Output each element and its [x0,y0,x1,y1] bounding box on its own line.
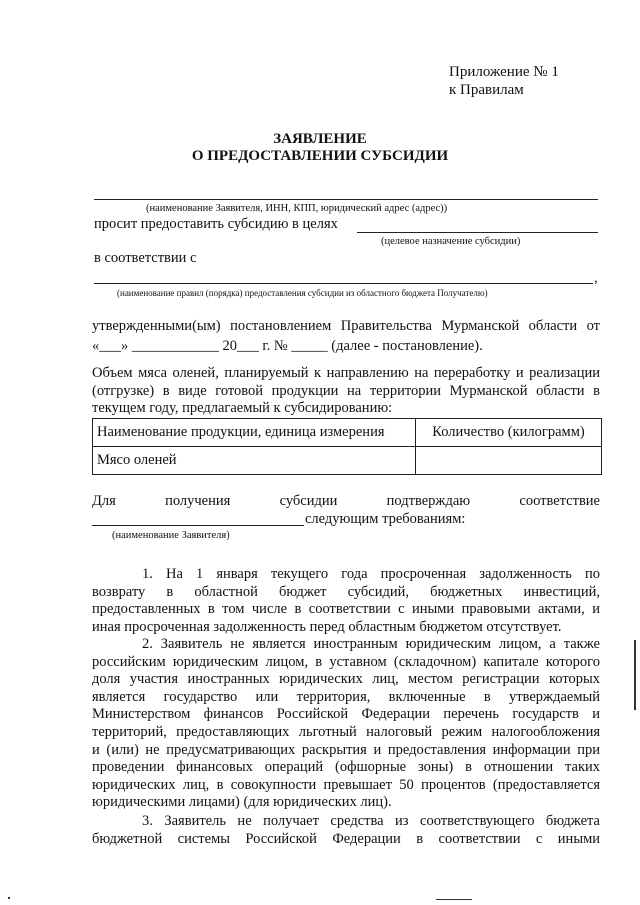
applicant-name-blank-line [92,525,304,526]
item1-line: иная просроченная задолженность перед областным бюджетом отсутствует. [92,618,562,635]
appendix-rules-ref: к Правилам [449,82,524,98]
item1-line: возврату в областной бюджет субсидий, бюджетных инвестиций, [92,583,600,600]
item2-line: 2. Заявитель не является иностранным юридическим лицом, а также [142,636,600,652]
item2-line: территорий, предоставляющих льготный налоговый режим налогообложения [92,723,600,740]
approved-paragraph [92,318,600,355]
volume-paragraph [92,365,600,418]
requirement-item-3 [92,813,600,848]
requirement-item-1 [92,566,600,636]
comma: , [594,270,598,286]
item2-line: Министерством финансов Российской Федерации перечень государств и [92,706,600,723]
item2-line: и (или) не предусматривающих раскрытия и предоставления информации при [92,741,600,758]
appendix-number: Приложение № 1 [449,64,559,80]
approved-line-1: утвержденными(ым) постановлением Правительства Мурманской области от [92,318,600,334]
table-cell: Мясо оленей [93,447,416,475]
accordance-text: в соответствии с [94,250,197,266]
item2-line: юридическими лицами) (для юридических лиц). [92,794,392,811]
request-text: просит предоставить субсидию в целях [94,216,338,232]
item1-line: предоставленных в том числе в соответствии с иными правовыми актами, и [92,601,600,618]
document-title: ЗАЯВЛЕНИЕ [273,131,367,147]
requirement-item-2 [92,636,600,812]
item3-line: бюджетной системы Российской Федерации в соответствии с иными [92,830,600,847]
item2-line: является государство или территория, включенные в утверждаемый [92,688,600,705]
product-table [92,418,602,475]
item2-line: российским юридическим лицом, в уставном (складочном) капитале которого [92,653,600,670]
scan-artifact [8,897,10,899]
scan-artifact [436,899,472,900]
item2-line: проведении финансовых операций (офшорные зоны) в отношении таких [92,759,600,776]
table-row [93,447,602,475]
purpose-blank-line [357,232,598,233]
volume-line: Объем мяса оленей, планируемый к направлению на переработку и реализации [92,365,600,381]
item3-line: 3. Заявитель не получает средства из соответствующего бюджета [142,813,600,829]
scan-artifact [634,640,636,710]
confirm-paragraph [92,493,600,511]
rules-caption: (наименование правил (порядка) предоставления субсидии из областного бюджета Получателю) [117,288,488,298]
purpose-caption: (целевое назначение субсидии) [381,236,521,247]
volume-line: текущем году, предлагаемый к субсидированию: [92,400,393,417]
confirm-line-2: следующим требованиям: [305,511,466,527]
applicant-blank-line [94,199,598,200]
table-header-row [93,419,602,447]
table-cell[interactable] [416,447,602,475]
item2-line: доля участия иностранных юридических лиц, местом регистрации которых [92,671,600,688]
volume-line: (отгрузке) в виде готовой продукции на территории Мурманской области в [92,382,600,399]
confirm-line-1: Для получения субсидии подтверждаю соответствие [92,493,600,509]
applicant-caption: (наименование Заявителя, ИНН, КПП, юридический адрес (адрес)) [146,203,448,214]
confirm-caption: (наименование Заявителя) [112,530,230,541]
table-header-cell: Наименование продукции, единица измерения [93,419,416,447]
approved-line-2: «___» ____________ 20___ г. № _____ (далее - постановление). [92,337,483,354]
item1-line: 1. На 1 января текущего года просроченная задолженность по [142,566,600,582]
rules-blank-line [94,283,593,284]
item2-line: юридических лиц, в совокупности превышает 50 процентов (предоставляется [92,776,600,793]
table-header-cell: Количество (килограмм) [416,419,602,447]
document-subtitle: О ПРЕДОСТАВЛЕНИИ СУБСИДИИ [191,148,449,164]
